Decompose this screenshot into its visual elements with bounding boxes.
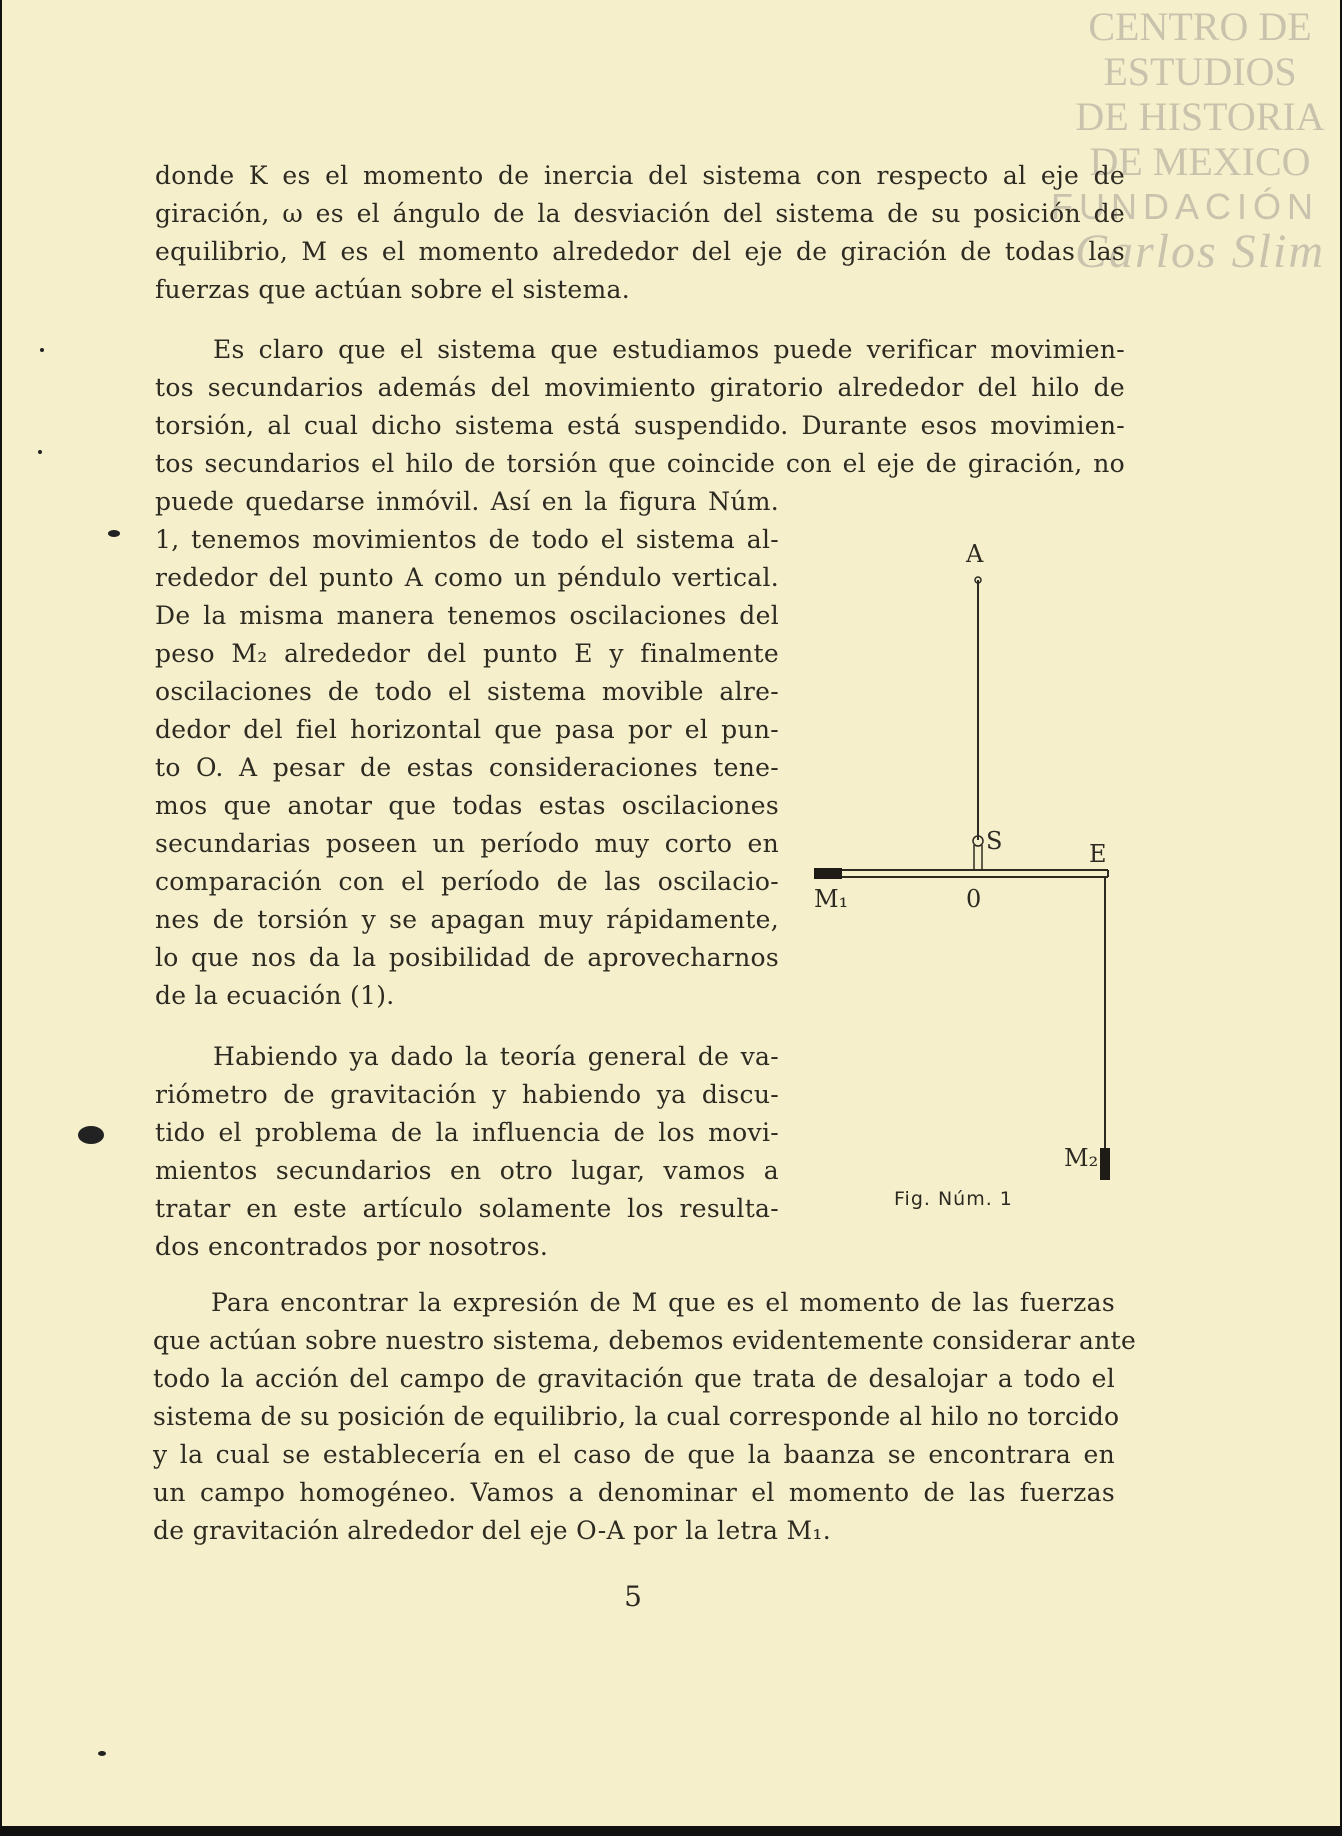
text-line: equilibrio, M es el momento alrededor del eje de giración de todas las [155, 237, 1125, 266]
text-line: todo la acción del campo de gravitación que trata de desalojar a todo el [153, 1364, 1115, 1393]
watermark-line: FUNDACIÓN [1051, 186, 1319, 227]
text-line: oscilaciones de todo el sistema movible alre- [155, 677, 779, 706]
mass-m1-block [814, 868, 842, 879]
text-line: dedor del fiel horizontal que pasa por el pun- [155, 715, 779, 744]
document-page [2, 0, 1340, 1826]
text-line: mos que anotar que todas estas oscilaciones [155, 791, 779, 820]
label-a: A [966, 540, 984, 568]
watermark-line: DE MEXICO [1089, 139, 1311, 184]
text-line: tido el problema de la influencia de los movi- [155, 1118, 779, 1147]
text-line: 1, tenemos movimientos de todo el sistema al- [155, 525, 779, 554]
text-line: un campo homogéneo. Vamos a denominar el momento de las fuerzas [153, 1478, 1115, 1507]
text-line: comparación con el período de las oscilacio- [155, 867, 779, 896]
label-o: 0 [966, 885, 982, 913]
text-line: de la ecuación (1). [155, 981, 395, 1010]
text-line: y la cual se establecería en el caso de que la baanza se encontrara en [153, 1440, 1115, 1469]
torsion-balance-figure [802, 540, 1122, 1180]
text-line: tos secundarios además del movimiento giratorio alrededor del hilo de [155, 373, 1125, 402]
paragraph-1 [155, 157, 1125, 309]
ink-blot [78, 1126, 104, 1144]
text-line: donde K es el momento de inercia del sistema con respecto al eje de [155, 161, 1125, 190]
text-line: fuerzas que actúan sobre el sistema. [155, 275, 630, 304]
page-number: 5 [624, 1580, 642, 1613]
watermark-line: ESTUDIOS [1103, 49, 1297, 94]
text-line: tos secundarios el hilo de torsión que coincide con el eje de giración, no [155, 449, 1125, 478]
label-m2: M₂ [1064, 1144, 1099, 1172]
text-line: sistema de su posición de equilibrio, la cual corresponde al hilo no torcido [153, 1402, 1120, 1431]
text-line: riómetro de gravitación y habiendo ya discu- [155, 1080, 779, 1109]
text-line: peso M₂ alrededor del punto E y finalmente [155, 639, 779, 668]
text-line: Es claro que el sistema que estudiamos puede verificar movimien- [213, 335, 1125, 364]
text-line: to O. A pesar de estas consideraciones tene- [155, 753, 779, 782]
text-line: Habiendo ya dado la teoría general de va- [213, 1042, 779, 1071]
text-line: mientos secundarios en otro lugar, vamos a [155, 1156, 779, 1185]
label-s: S [986, 827, 1003, 855]
figure-drawing [802, 540, 1122, 1180]
paragraph-4 [153, 1284, 1137, 1550]
watermark-line: DE HISTORIA [1075, 94, 1325, 139]
watermark-signature: Carlos Slim [1074, 225, 1326, 278]
text-line: que actúan sobre nuestro sistema, debemos evidentemente considerar ante [153, 1326, 1137, 1355]
text-line: tratar en este artículo solamente los resulta- [155, 1194, 779, 1223]
watermark-line: CENTRO DE [1088, 4, 1312, 49]
ink-speck [98, 1751, 106, 1756]
ink-speck [40, 348, 44, 352]
text-line: nes de torsión y se apagan muy rápidamente, [155, 905, 779, 934]
text-line: lo que nos da la posibilidad de aprovecharnos [155, 943, 779, 972]
label-m1: M₁ [814, 885, 849, 913]
ink-speck [108, 530, 120, 537]
figure-caption: Fig. Núm. 1 [894, 1188, 1013, 1210]
text-line: rededor del punto A como un péndulo vertical. [155, 563, 779, 592]
text-line: giración, ω es el ángulo de la desviación del sistema de su posición de [155, 199, 1125, 228]
text-line: dos encontrados por nosotros. [155, 1232, 549, 1261]
ink-speck [38, 450, 42, 454]
text-line: puede quedarse inmóvil. Así en la figura Núm. [155, 487, 779, 516]
text-line: De la misma manera tenemos oscilaciones del [155, 601, 779, 630]
text-line: secundarias poseen un período muy corto en [155, 829, 779, 858]
text-line: torsión, al cual dicho sistema está suspendido. Durante esos movimien- [155, 411, 1125, 440]
text-line: de gravitación alrededor del eje O-A por la letra M₁. [153, 1516, 831, 1545]
text-line: Para encontrar la expresión de M que es el momento de las fuerzas [211, 1288, 1115, 1317]
paragraph-2-column [155, 483, 779, 1015]
mass-m2-block [1100, 1148, 1110, 1180]
paragraph-3 [155, 1038, 779, 1266]
paragraph-2 [155, 331, 1125, 483]
label-e: E [1089, 840, 1107, 868]
